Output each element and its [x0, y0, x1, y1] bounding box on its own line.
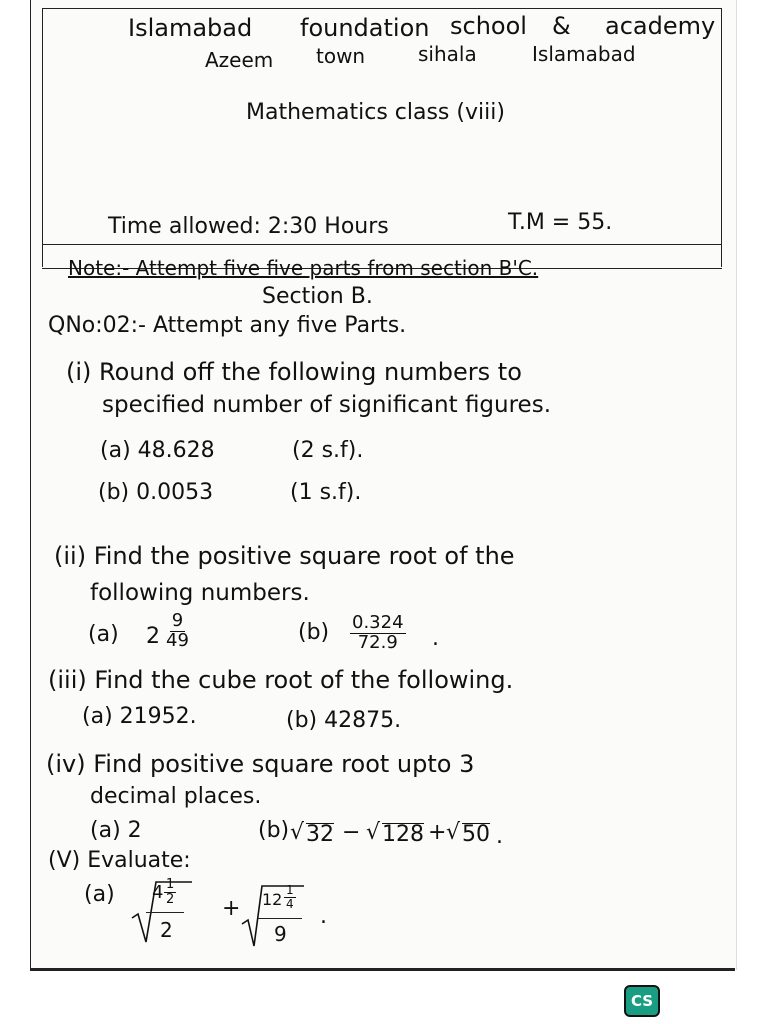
sqrt-icon: √: [366, 820, 381, 845]
school-name-word: foundation: [300, 14, 430, 42]
term2-whole: 12: [262, 890, 283, 909]
part-i-b: (b) 0.0053: [98, 480, 214, 505]
part-iv-b-dot: .: [496, 824, 503, 849]
section-heading: Section B.: [262, 284, 373, 309]
fraction-numerator: 9: [171, 610, 184, 631]
fraction-bar: [146, 912, 184, 913]
part-ii-b-dot: .: [432, 626, 439, 651]
term1-inner-fraction: [164, 878, 176, 906]
sqrt-icon: √: [290, 820, 305, 845]
part-v-a-label: (a): [84, 882, 115, 907]
part-v-dot: .: [320, 904, 327, 929]
part-iv-line1: (iv) Find positive square root upto 3: [46, 750, 475, 778]
subject-title: Mathematics class (viii): [246, 100, 505, 125]
part-i-line2: specified number of significant figures.: [102, 392, 552, 418]
school-name-word: school: [450, 12, 527, 40]
part-ii-b-label: (b): [298, 620, 330, 645]
plus-sign: +: [428, 820, 447, 845]
part-i-a-sf: (2 s.f).: [292, 438, 364, 463]
note-text: Note:- Attempt five five parts from section B'C.: [68, 256, 539, 280]
fraction-denominator: 72.9: [357, 631, 398, 653]
part-iv-a: (a) 2: [90, 818, 142, 843]
page-bottom-edge: [30, 968, 735, 971]
part-i-line1: (i) Round off the following numbers to: [66, 358, 522, 386]
fraction-denominator: 2: [166, 891, 175, 907]
part-i-a: (a) 48.628: [100, 438, 215, 463]
school-address-word: sihala: [418, 42, 477, 66]
part-v-line1: (V) Evaluate:: [48, 848, 191, 873]
part-ii-b-fraction: [350, 614, 406, 653]
part-i-b-sf: (1 s.f).: [290, 480, 362, 505]
plus-sign: +: [222, 896, 241, 921]
fraction-denominator: 49: [166, 629, 189, 651]
part-iii-a: (a) 21952.: [82, 704, 197, 729]
part-ii-a-whole: 2: [146, 624, 160, 649]
time-allowed: Time allowed: 2:30 Hours: [108, 214, 389, 239]
question-title: QNo:02:- Attempt any five Parts.: [48, 313, 407, 338]
part-iv-b-radicand: 50: [462, 822, 490, 847]
term2-inner-fraction: [284, 884, 296, 910]
school-name-word: academy: [605, 12, 716, 40]
term1-whole: 4: [152, 882, 164, 903]
part-iv-b-label: (b): [258, 818, 290, 843]
school-address-word: town: [316, 44, 366, 68]
school-address-word: Islamabad: [532, 42, 636, 66]
part-iv-b-radicand: 32: [306, 822, 334, 847]
term1-outer-den: 2: [160, 918, 173, 942]
part-ii-a-label: (a): [88, 622, 119, 647]
part-iii-line1: (iii) Find the cube root of the following.: [48, 666, 514, 694]
fraction-numerator: 1: [286, 883, 294, 897]
term2-outer-den: 9: [274, 922, 287, 946]
minus-sign: −: [342, 820, 361, 845]
school-name-word: &: [552, 12, 571, 40]
part-ii-line2: following numbers.: [90, 580, 310, 606]
fraction-numerator: 1: [166, 877, 175, 892]
school-address-word: Azeem: [205, 48, 274, 72]
fraction-bar: [258, 918, 302, 919]
part-ii-line1: (ii) Find the positive square root of the: [54, 542, 515, 570]
divider-line: [42, 244, 722, 245]
part-ii-a-fraction: [166, 612, 189, 651]
part-iv-b-radicand: 128: [382, 822, 424, 847]
fraction-numerator: 0.324: [352, 612, 404, 633]
total-marks: T.M = 55.: [508, 210, 613, 235]
fraction-denominator: 4: [286, 896, 294, 911]
camscanner-logo-icon: CS: [624, 985, 660, 1017]
part-iii-b: (b) 42875.: [286, 708, 402, 733]
school-name-word: Islamabad: [128, 14, 253, 42]
part-iv-line2: decimal places.: [90, 784, 262, 809]
sqrt-icon: √: [446, 820, 461, 845]
